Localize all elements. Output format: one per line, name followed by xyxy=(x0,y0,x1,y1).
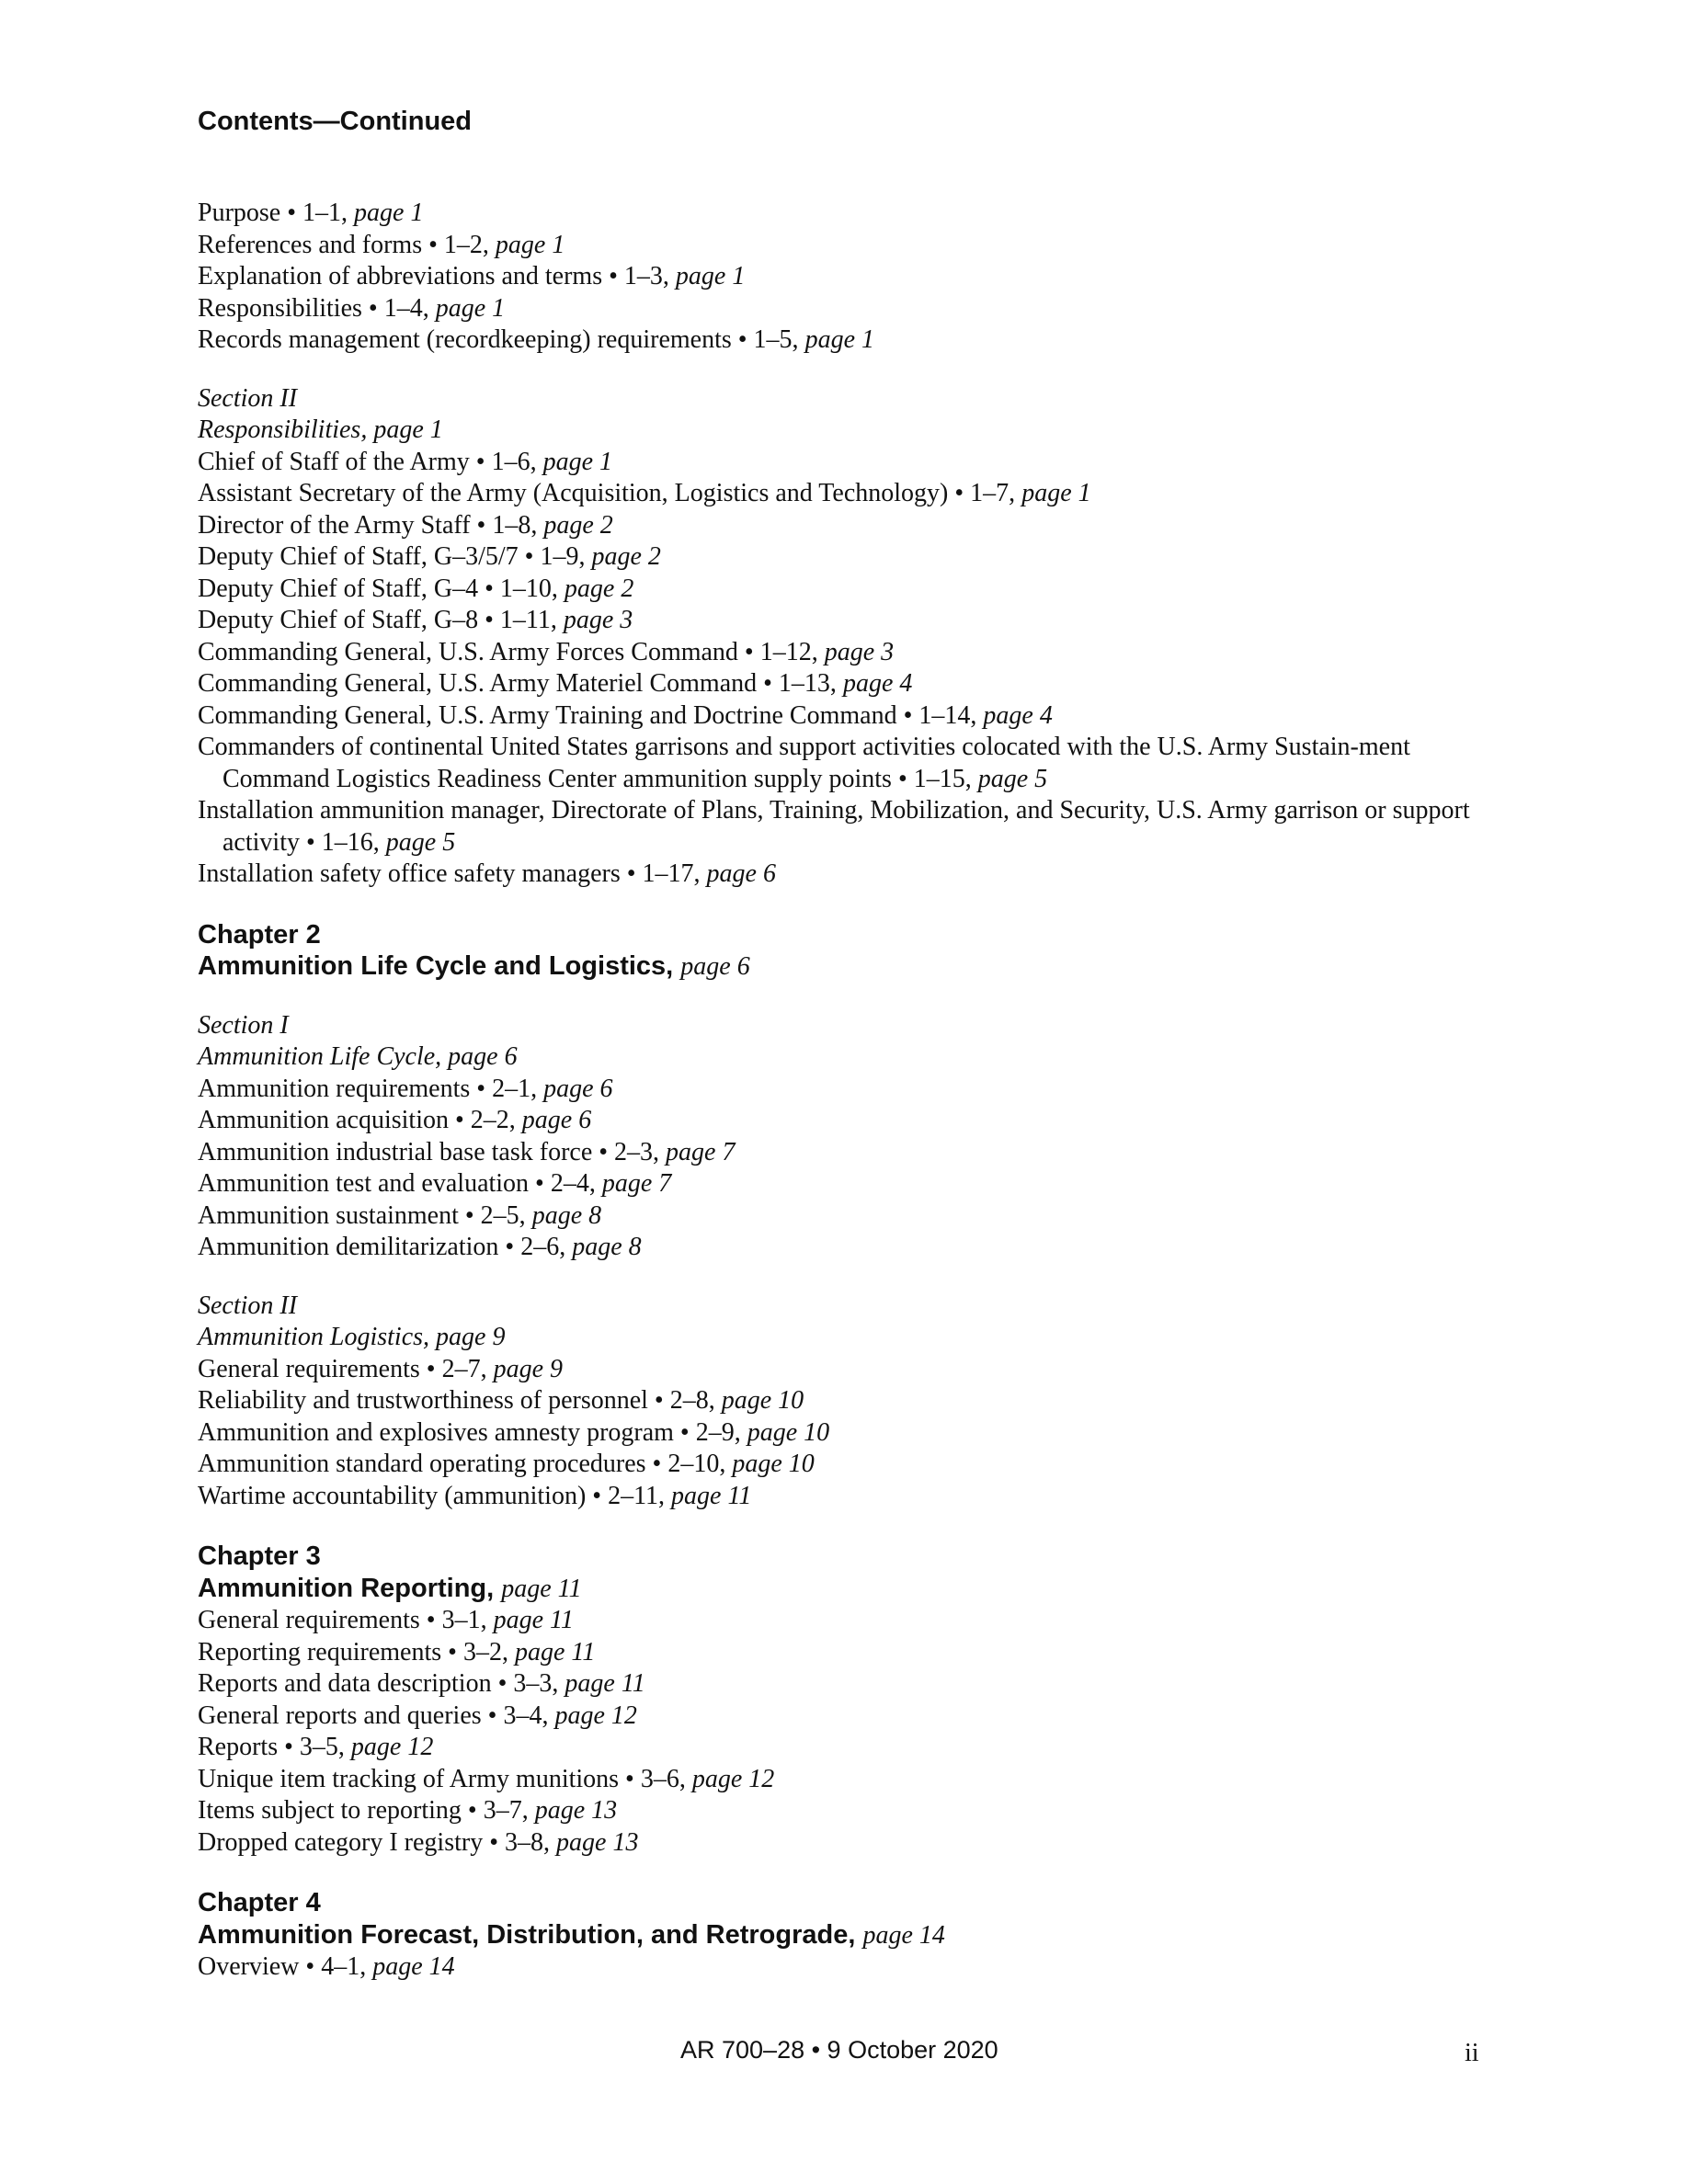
chapter-entry-list xyxy=(198,1951,1503,1984)
toc-entry[interactable]: Ammunition test and evaluation • 2–4, page 7 xyxy=(198,1169,672,1198)
chapter-entry-list xyxy=(198,1605,1503,1859)
toc-entry[interactable]: Ammunition sustainment • 2–5, page 8 xyxy=(198,1200,602,1230)
toc-entry[interactable]: Deputy Chief of Staff, G–3/5/7 • 1–9, page 2 xyxy=(198,542,661,571)
section-label: Section I xyxy=(198,1010,289,1040)
chapter-title[interactable]: Ammunition Life Cycle and Logistics, page 6 xyxy=(198,951,750,981)
chapter1-entry-list xyxy=(198,198,1503,357)
toc-entry[interactable]: Explanation of abbreviations and terms • 1–3, page 1 xyxy=(198,262,746,290)
toc-entry[interactable]: Wartime accountability (ammunition) • 2–11, page 11 xyxy=(198,1481,752,1510)
chapter-label: Chapter 2 xyxy=(198,919,321,950)
toc-entry[interactable]: Unique item tracking of Army munitions • 3–6, page 12 xyxy=(198,1764,775,1793)
contents-body xyxy=(198,198,1503,1984)
toc-entry[interactable]: Commanding General, U.S. Army Materiel Command • 1–13, page 4 xyxy=(198,669,913,698)
toc-entry[interactable]: Commanders of continental United States garrisons and support activities colocated with the U.S. Army Sustain-ment Command Logistics Readiness Center ammunition supply points • 1–15, page 5 xyxy=(198,733,1410,793)
toc-entry[interactable]: Records management (recordkeeping) requirements • 1–5, page 1 xyxy=(198,325,874,354)
toc-entry[interactable]: Ammunition requirements • 2–1, page 6 xyxy=(198,1074,613,1103)
toc-entry[interactable]: Purpose • 1–1, page 1 xyxy=(198,199,424,227)
section-title[interactable]: Ammunition Life Cycle, page 6 xyxy=(198,1042,518,1071)
section-title[interactable]: Responsibilities, page 1 xyxy=(198,415,443,444)
toc-entry[interactable]: General requirements • 2–7, page 9 xyxy=(198,1354,564,1383)
toc-entry[interactable]: General reports and queries • 3–4, page 12 xyxy=(198,1701,637,1730)
toc-entry[interactable]: Reliability and trustworthiness of personnel • 2–8, page 10 xyxy=(198,1386,804,1415)
section-entry-list xyxy=(198,1074,1503,1264)
toc-entry[interactable]: Installation safety office safety managers • 1–17, page 6 xyxy=(198,859,776,888)
chapter-label: Chapter 3 xyxy=(198,1541,321,1571)
toc-entry[interactable]: References and forms • 1–2, page 1 xyxy=(198,230,565,259)
toc-entry[interactable]: Items subject to reporting • 3–7, page 13 xyxy=(198,1796,618,1825)
toc-entry[interactable]: Assistant Secretary of the Army (Acquisition, Logistics and Technology) • 1–7, page 1 xyxy=(198,479,1091,507)
toc-entry[interactable]: Installation ammunition manager, Directorate of Plans, Training, Mobilization, and Security, U.S. Army garrison or support activity • 1–16, page 5 xyxy=(198,796,1470,857)
toc-entry[interactable]: General requirements • 3–1, page 11 xyxy=(198,1606,574,1634)
toc-entry[interactable]: Reports and data description • 3–3, page 11 xyxy=(198,1669,645,1698)
toc-entry[interactable]: Dropped category I registry • 3–8, page 13 xyxy=(198,1827,639,1857)
section-label: Section II xyxy=(198,1291,298,1320)
toc-entry[interactable]: Deputy Chief of Staff, G–4 • 1–10, page 2 xyxy=(198,574,634,603)
toc-entry[interactable]: Deputy Chief of Staff, G–8 • 1–11, page 3 xyxy=(198,606,633,634)
chapter-title[interactable]: Ammunition Forecast, Distribution, and Retrograde, page 14 xyxy=(198,1919,945,1950)
section-title[interactable]: Ammunition Logistics, page 9 xyxy=(198,1323,506,1351)
page-number: ii xyxy=(1465,2039,1479,2067)
toc-entry[interactable]: Overview • 4–1, page 14 xyxy=(198,1952,455,1981)
chapter-label: Chapter 4 xyxy=(198,1888,321,1917)
toc-entry[interactable]: Ammunition industrial base task force • 2–3, page 7 xyxy=(198,1137,736,1166)
toc-entry[interactable]: Chief of Staff of the Army • 1–6, page 1 xyxy=(198,447,613,476)
toc-entry[interactable]: Ammunition standard operating procedures • 2–10, page 10 xyxy=(198,1450,815,1478)
toc-entry[interactable]: Responsibilities • 1–4, page 1 xyxy=(198,293,506,323)
toc-entry[interactable]: Ammunition acquisition • 2–2, page 6 xyxy=(198,1106,592,1134)
section-entry-list xyxy=(198,1354,1503,1513)
page-title: Contents—Continued xyxy=(198,107,473,136)
section-entry-list xyxy=(198,447,1503,891)
toc-entry[interactable]: Reports • 3–5, page 12 xyxy=(198,1733,434,1761)
toc-entry[interactable]: Commanding General, U.S. Army Training and Doctrine Command • 1–14, page 4 xyxy=(198,700,1053,730)
toc-entry[interactable]: Ammunition and explosives amnesty program • 2–9, page 10 xyxy=(198,1417,830,1447)
toc-entry[interactable]: Ammunition demilitarization • 2–6, page 8 xyxy=(198,1233,642,1261)
toc-entry[interactable]: Commanding General, U.S. Army Forces Command • 1–12, page 3 xyxy=(198,637,895,666)
toc-entry[interactable]: Reporting requirements • 3–2, page 11 xyxy=(198,1637,596,1666)
document-id: AR 700–28 • 9 October 2020 xyxy=(680,2036,998,2064)
section-label: Section II xyxy=(198,383,298,413)
toc-entry[interactable]: Director of the Army Staff • 1–8, page 2 xyxy=(198,510,613,540)
chapter-title[interactable]: Ammunition Reporting, page 11 xyxy=(198,1573,582,1603)
